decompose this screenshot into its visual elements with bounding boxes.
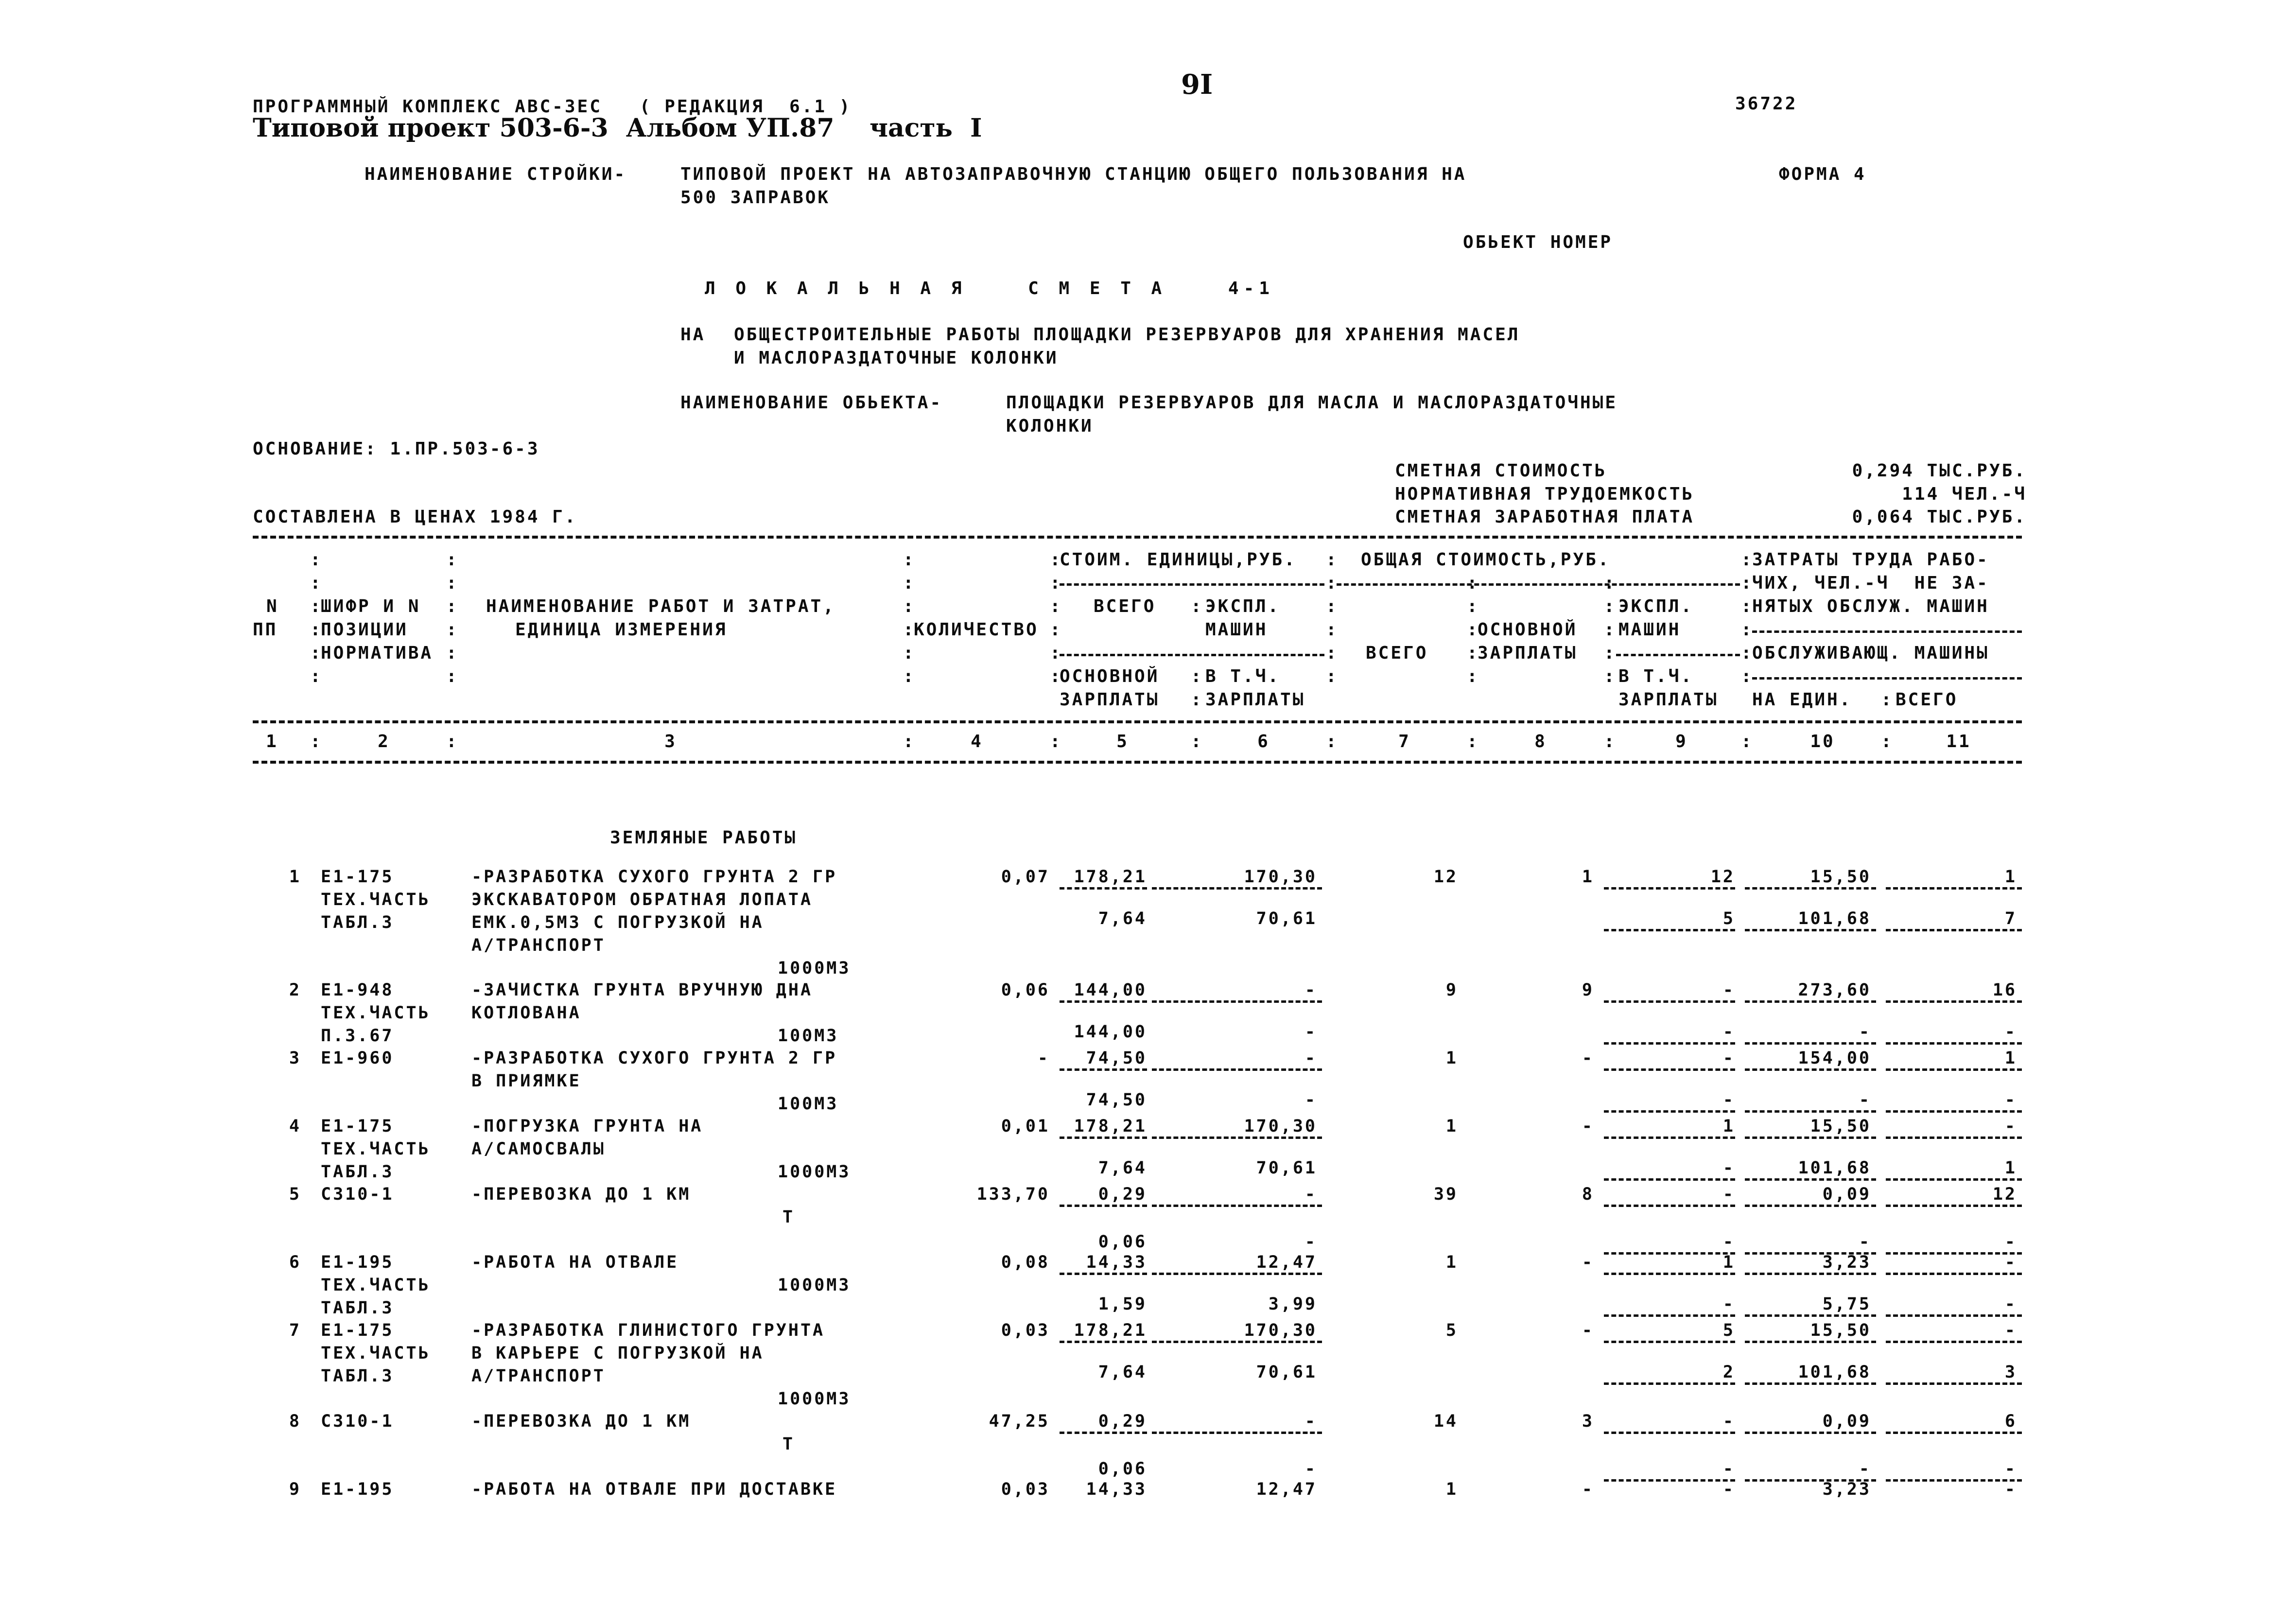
header-c9-bot-2: ЗАРПЛАТЫ: [1618, 690, 1719, 710]
document-code: 36722: [1735, 94, 1798, 114]
row-total-machine: -: [1722, 1185, 1735, 1204]
row-name: КОТЛОВАНА: [471, 1003, 581, 1023]
row-code: ТАБЛ.3: [321, 1162, 394, 1182]
row-rule: [1745, 1000, 1876, 1003]
row-labor-total-2: -: [2004, 1232, 2017, 1252]
page-number: 9I: [1181, 69, 1213, 101]
row-labor-unit-2: 5,75: [1822, 1294, 1871, 1314]
row-unit-machine: -: [1305, 980, 1317, 1000]
row-total: 1: [1445, 1253, 1458, 1272]
row-name: -РАБОТА НА ОТВАЛЕ ПРИ ДОСТАВКЕ: [471, 1480, 837, 1499]
row-quantity: 0,07: [1001, 867, 1050, 887]
row-unit-machine-wage: 3,99: [1268, 1294, 1317, 1314]
row-total-machine: 1: [1722, 1117, 1735, 1136]
header-c10: НА ЕДИН.: [1752, 690, 1852, 710]
colnum-11: 11: [1946, 732, 1971, 752]
row-unit: 1000М3: [778, 1389, 851, 1409]
row-labor-total-2: -: [2004, 1459, 2017, 1479]
row-rule: [1604, 1042, 1735, 1045]
row-rule: [1886, 887, 2022, 890]
row-code: Е1-195: [321, 1480, 394, 1499]
colnum-2: 2: [378, 732, 390, 752]
row-rule: [1886, 1178, 2022, 1181]
row-unit-machine-wage: 70,61: [1256, 909, 1317, 928]
row-rule: [1152, 1068, 1322, 1071]
row-total-machine: 1: [1722, 1253, 1735, 1272]
row-total-machine: -: [1722, 1049, 1735, 1068]
row-unit-total: 178,21: [1074, 867, 1147, 887]
row-total-wage: 3: [1582, 1412, 1594, 1431]
row-rule: [1886, 1205, 2022, 1207]
row-unit-total: 178,21: [1074, 1321, 1147, 1340]
row-unit-wage: 7,64: [1098, 1363, 1147, 1382]
for-label: НА: [680, 325, 706, 345]
row-labor-total: -: [2004, 1321, 2017, 1340]
object-line-1: ПЛОЩАДКИ РЕЗЕРВУАРОВ ДЛЯ МАСЛА И МАСЛОРАЗДАТОЧНЫЕ: [1006, 393, 1618, 413]
row-rule: [1886, 1273, 2022, 1275]
row-code: Е1-175: [321, 1117, 394, 1136]
row-total-wage: -: [1582, 1049, 1594, 1068]
row-quantity: -: [1037, 1049, 1050, 1068]
row-labor-total: -: [2004, 1117, 2017, 1136]
header-code-3: НОРМАТИВА: [321, 643, 434, 663]
row-rule: [1745, 1136, 1876, 1139]
row-total-wage: 9: [1582, 980, 1594, 1000]
row-unit: 100М3: [778, 1094, 839, 1114]
row-labor-unit: 154,00: [1798, 1049, 1871, 1068]
row-total-wage: 8: [1582, 1185, 1594, 1204]
header-c9-top-2: МАШИН: [1618, 620, 1681, 640]
row-code: ТЕХ.ЧАСТЬ: [321, 1003, 431, 1023]
colnum-9: 9: [1675, 732, 1688, 752]
row-total: 1: [1445, 1480, 1458, 1499]
row-rule: [1604, 1110, 1735, 1113]
row-rule: [1745, 1382, 1876, 1385]
row-unit-machine: 170,30: [1244, 1321, 1317, 1340]
row-code: Е1-948: [321, 980, 394, 1000]
row-total: 14: [1433, 1412, 1458, 1431]
row-rule: [1604, 1000, 1735, 1003]
header-n-1: N: [266, 596, 279, 616]
row-number: 1: [289, 867, 301, 887]
header-labor-rule-2: [1752, 677, 2022, 680]
row-code: Е1-960: [321, 1049, 394, 1068]
row-name: -РАЗРАБОТКА ГЛИНИСТОГО ГРУНТА: [471, 1321, 825, 1340]
row-labor-total: 6: [2004, 1412, 2017, 1431]
table-header-rule: [253, 720, 2022, 723]
header-unit-mid-rule: [1060, 654, 1324, 656]
header-labor-4: ОБСЛУЖИВАЮЩ. МАШИНЫ: [1752, 643, 1989, 663]
form-label: ФОРМА 4: [1779, 164, 1866, 184]
row-unit-wage: 1,59: [1098, 1294, 1147, 1314]
row-rule: [1060, 1205, 1147, 1207]
row-unit-machine: -: [1305, 1049, 1317, 1068]
row-quantity: 0,01: [1001, 1117, 1050, 1136]
row-rule: [1604, 1341, 1735, 1343]
row-total-machine: -: [1722, 1480, 1735, 1499]
for-line-1: ОБЩЕСТРОИТЕЛЬНЫЕ РАБОТЫ ПЛОЩАДКИ РЕЗЕРВУАРОВ ДЛЯ ХРАНЕНИЯ МАСЕЛ: [734, 325, 1520, 345]
row-total-machine: -: [1722, 980, 1735, 1000]
row-unit-machine-wage: -: [1305, 1090, 1317, 1110]
row-code: С310-1: [321, 1185, 394, 1204]
header-labor-3: НЯТЫХ ОБСЛУЖ. МАШИН: [1752, 596, 1989, 616]
row-quantity: 47,25: [989, 1412, 1050, 1431]
for-line-2: И МАСЛОРАЗДАТОЧНЫЕ КОЛОНКИ: [734, 348, 1059, 368]
row-code: ТЕХ.ЧАСТЬ: [321, 1344, 431, 1363]
summary-value-cost: 0,294 ТЫС.РУБ.: [1852, 461, 2027, 481]
row-rule: [1604, 1205, 1735, 1207]
row-labor-total: 1: [2004, 1049, 2017, 1068]
row-total-machine-wage: 2: [1722, 1363, 1735, 1382]
row-number: 2: [289, 980, 301, 1000]
project-line: Типовой проект 503-6-3 Альбом УП.87 часть I: [253, 113, 982, 143]
row-rule: [1745, 1178, 1876, 1181]
row-labor-unit: 3,23: [1822, 1253, 1871, 1272]
row-labor-total: 16: [1992, 980, 2017, 1000]
row-unit-total: 14,33: [1086, 1480, 1147, 1499]
row-code: Е1-175: [321, 1321, 394, 1340]
header-code-1: ШИФР И N: [321, 596, 421, 616]
row-number: 8: [289, 1412, 301, 1431]
row-labor-total: -: [2004, 1480, 2017, 1499]
row-rule: [1745, 929, 1876, 931]
row-number: 3: [289, 1049, 301, 1068]
row-unit-machine: 170,30: [1244, 867, 1317, 887]
row-name: -РАБОТА НА ОТВАЛЕ: [471, 1253, 679, 1272]
row-name: -ПОГРУЗКА ГРУНТА НА: [471, 1117, 703, 1136]
row-unit: Т: [783, 1207, 795, 1227]
row-labor-unit-2: -: [1859, 1022, 1871, 1042]
header-code-2: ПОЗИЦИИ: [321, 620, 408, 640]
estimate-title: Л О К А Л Ь Н А Я С М Е Т А 4-1: [705, 279, 1274, 298]
prices-line: СОСТАВЛЕНА В ЦЕНАХ 1984 Г.: [253, 507, 577, 527]
colnum-3: 3: [664, 732, 677, 752]
colnum-4: 4: [971, 732, 983, 752]
row-unit: 100М3: [778, 1026, 839, 1046]
row-rule: [1886, 1000, 2022, 1003]
header-name-1: НАИМЕНОВАНИЕ РАБОТ И ЗАТРАТ,: [486, 596, 835, 616]
row-total: 5: [1445, 1321, 1458, 1340]
row-number: 4: [289, 1117, 301, 1136]
row-rule: [1886, 929, 2022, 931]
header-c6-top-1: ЭКСПЛ.: [1205, 596, 1281, 616]
header-name-2: ЕДИНИЦА ИЗМЕРЕНИЯ: [515, 620, 728, 640]
header-c9-top-1: ЭКСПЛ.: [1618, 596, 1694, 616]
row-labor-unit: 15,50: [1810, 1117, 1871, 1136]
row-rule: [1745, 1314, 1876, 1317]
row-labor-total-2: 1: [2004, 1158, 2017, 1178]
header-c5-top: ВСЕГО: [1094, 596, 1156, 616]
header-labor-1: ЗАТРАТЫ ТРУДА РАБО-: [1752, 550, 1989, 570]
row-unit-wage: 7,64: [1098, 1158, 1147, 1178]
row-unit-wage: 74,50: [1086, 1090, 1147, 1110]
row-name: -ПЕРЕВОЗКА ДО 1 КМ: [471, 1412, 691, 1431]
row-name: А/САМОСВАЛЫ: [471, 1139, 606, 1159]
row-total-wage: 1: [1582, 867, 1594, 887]
row-code: ТЕХ.ЧАСТЬ: [321, 890, 431, 909]
header-c8-2: ЗАРПЛАТЫ: [1478, 643, 1578, 663]
row-name: А/ТРАНСПОРТ: [471, 936, 606, 955]
row-rule: [1060, 1341, 1147, 1343]
row-name: В ПРИЯМКЕ: [471, 1071, 581, 1091]
colnum-8: 8: [1534, 732, 1547, 752]
summary-value-labor: 114 ЧЕЛ.-Ч: [1902, 484, 2027, 504]
row-unit-machine-wage: -: [1305, 1459, 1317, 1479]
header-c6-bot-1: В Т.Ч.: [1205, 666, 1281, 686]
row-unit-machine-wage: -: [1305, 1022, 1317, 1042]
row-rule: [1745, 1341, 1876, 1343]
row-unit-machine-wage: 70,61: [1256, 1363, 1317, 1382]
row-labor-total-2: -: [2004, 1090, 2017, 1110]
row-total: 1: [1445, 1117, 1458, 1136]
row-rule: [1152, 1000, 1322, 1003]
row-rule: [1152, 1432, 1322, 1434]
row-total-machine-wage: -: [1722, 1158, 1735, 1178]
row-total-machine-wage: -: [1722, 1232, 1735, 1252]
row-unit-total: 144,00: [1074, 980, 1147, 1000]
row-name: -РАЗРАБОТКА СУХОГО ГРУНТА 2 ГР: [471, 867, 837, 887]
row-rule: [1745, 1042, 1876, 1045]
row-rule: [1060, 1273, 1147, 1275]
row-rule: [1886, 1110, 2022, 1113]
row-unit-machine: -: [1305, 1412, 1317, 1431]
row-rule: [1886, 1382, 2022, 1385]
row-unit-machine: -: [1305, 1185, 1317, 1204]
row-rule: [1604, 1068, 1735, 1071]
row-total-machine: 12: [1710, 867, 1735, 887]
row-rule: [1886, 1314, 2022, 1317]
summary-value-wage: 0,064 ТЫС.РУБ.: [1852, 507, 2027, 527]
row-number: 5: [289, 1185, 301, 1204]
colnum-1: 1: [266, 732, 278, 752]
row-number: 6: [289, 1253, 301, 1272]
colnum-6: 6: [1257, 732, 1270, 752]
row-rule: [1886, 1432, 2022, 1434]
row-unit: Т: [783, 1434, 795, 1454]
row-total-wage: -: [1582, 1117, 1594, 1136]
row-unit-total: 14,33: [1086, 1253, 1147, 1272]
row-labor-total: -: [2004, 1253, 2017, 1272]
row-code: Е1-195: [321, 1253, 394, 1272]
object-label: НАИМЕНОВАНИЕ ОБЬЕКТА-: [680, 393, 943, 413]
row-rule: [1745, 1068, 1876, 1071]
construction-line-1: ТИПОВОЙ ПРОЕКТ НА АВТОЗАПРАВОЧНУЮ СТАНЦИЮ ОБЩЕГО ПОЛЬЗОВАНИЯ НА: [680, 164, 1467, 184]
row-rule: [1604, 929, 1735, 931]
row-rule: [1060, 1000, 1147, 1003]
row-unit-machine: 12,47: [1256, 1253, 1317, 1272]
row-rule: [1745, 887, 1876, 890]
summary-label-labor: НОРМАТИВНАЯ ТРУДОЕМКОСТЬ: [1395, 484, 1695, 504]
header-c6-bot-2: ЗАРПЛАТЫ: [1205, 690, 1305, 710]
colnum-10: 10: [1810, 732, 1835, 752]
colnum-7: 7: [1398, 732, 1411, 752]
row-labor-total-2: 3: [2004, 1363, 2017, 1382]
header-total-cost: ОБЩАЯ СТОИМОСТЬ,РУБ.: [1361, 550, 1611, 570]
section-title: ЗЕМЛЯНЫЕ РАБОТЫ: [610, 828, 798, 848]
row-unit-wage: 0,06: [1098, 1459, 1147, 1479]
row-unit-machine: 12,47: [1256, 1480, 1317, 1499]
row-total: 12: [1433, 867, 1458, 887]
row-labor-unit-2: -: [1859, 1232, 1871, 1252]
row-labor-unit-2: 101,68: [1798, 1158, 1871, 1178]
row-total-machine-wage: -: [1722, 1294, 1735, 1314]
row-unit-wage: 7,64: [1098, 909, 1147, 928]
row-rule: [1604, 1273, 1735, 1275]
header-c7: ВСЕГО: [1366, 643, 1428, 663]
row-unit-total: 74,50: [1086, 1049, 1147, 1068]
row-rule: [1886, 1068, 2022, 1071]
row-code: ТАБЛ.3: [321, 1298, 394, 1318]
header-quantity: КОЛИЧЕСТВО: [914, 620, 1039, 640]
header-c6-top-2: МАШИН: [1205, 620, 1268, 640]
header-c11: ВСЕГО: [1896, 690, 1958, 710]
row-total-wage: -: [1582, 1321, 1594, 1340]
header-n-2: ПП: [253, 620, 278, 640]
row-rule: [1604, 887, 1735, 890]
row-name: ЕМК.0,5М3 С ПОГРУЗКОЙ НА: [471, 913, 764, 932]
table-numbers-rule: [253, 761, 2022, 764]
header-c9-rule: [1616, 654, 1740, 656]
object-number: ОБЬЕКТ НОМЕР: [1463, 232, 1613, 252]
row-rule: [1060, 1136, 1147, 1139]
header-labor-2: ЧИХ, ЧЕЛ.-Ч НЕ ЗА-: [1752, 573, 1989, 593]
header-unit-cost-rule: [1060, 583, 1324, 586]
header-c5-bot-1: ОСНОВНОЙ: [1060, 666, 1160, 686]
row-labor-unit-2: -: [1859, 1459, 1871, 1479]
row-labor-unit: 0,09: [1822, 1412, 1871, 1431]
row-rule: [1886, 1341, 2022, 1343]
row-rule: [1604, 1178, 1735, 1181]
row-quantity: 0,03: [1001, 1321, 1050, 1340]
header-c8-1: ОСНОВНОЙ: [1478, 620, 1578, 640]
row-code: ТЕХ.ЧАСТЬ: [321, 1139, 431, 1159]
row-unit: 1000М3: [778, 959, 851, 978]
construction-line-2: 500 ЗАПРАВОК: [680, 188, 831, 208]
row-labor-total: 12: [1992, 1185, 2017, 1204]
row-name: -ПЕРЕВОЗКА ДО 1 КМ: [471, 1185, 691, 1204]
row-rule: [1604, 1432, 1735, 1434]
row-name: В КАРЬЕРЕ С ПОГРУЗКОЙ НА: [471, 1344, 764, 1363]
row-labor-unit-2: 101,68: [1798, 1363, 1871, 1382]
construction-label: НАИМЕНОВАНИЕ СТРОЙКИ-: [365, 164, 627, 184]
row-unit-wage: 0,06: [1098, 1232, 1147, 1252]
header-c9-bot-1: В Т.Ч.: [1618, 666, 1694, 686]
row-rule: [1152, 1341, 1322, 1343]
row-number: 7: [289, 1321, 301, 1340]
row-rule: [1060, 1432, 1147, 1434]
row-rule: [1745, 1205, 1876, 1207]
summary-label-wage: СМЕТНАЯ ЗАРАБОТНАЯ ПЛАТА: [1395, 507, 1695, 527]
row-labor-total-2: 7: [2004, 909, 2017, 928]
row-labor-unit: 0,09: [1822, 1185, 1871, 1204]
row-rule: [1604, 1382, 1735, 1385]
row-total-wage: -: [1582, 1253, 1594, 1272]
row-labor-total: 1: [2004, 867, 2017, 887]
header-unit-cost: СТОИМ. ЕДИНИЦЫ,РУБ.: [1060, 550, 1297, 570]
row-total-machine: -: [1722, 1412, 1735, 1431]
row-rule: [1604, 1314, 1735, 1317]
row-labor-unit: 15,50: [1810, 867, 1871, 887]
row-unit-total: 0,29: [1098, 1185, 1147, 1204]
basis-line: ОСНОВАНИЕ: 1.ПР.503-6-3: [253, 439, 540, 459]
row-rule: [1745, 1273, 1876, 1275]
row-rule: [1152, 1273, 1322, 1275]
row-code: С310-1: [321, 1412, 394, 1431]
row-code: Е1-175: [321, 867, 394, 887]
object-line-2: КОЛОНКИ: [1006, 416, 1094, 436]
row-unit: 1000М3: [778, 1162, 851, 1182]
row-total-machine-wage: -: [1722, 1459, 1735, 1479]
row-rule: [1152, 887, 1322, 890]
row-name: -ЗАЧИСТКА ГРУНТА ВРУЧНУЮ ДНА: [471, 980, 813, 1000]
row-code: ТАБЛ.3: [321, 1366, 394, 1386]
row-unit-machine-wage: -: [1305, 1232, 1317, 1252]
row-quantity: 0,03: [1001, 1480, 1050, 1499]
row-rule: [1886, 1136, 2022, 1139]
row-unit-machine-wage: 70,61: [1256, 1158, 1317, 1178]
row-rule: [1886, 1042, 2022, 1045]
row-unit-wage: 144,00: [1074, 1022, 1147, 1042]
row-total-wage: -: [1582, 1480, 1594, 1499]
row-labor-unit: 3,23: [1822, 1480, 1871, 1499]
row-total: 9: [1445, 980, 1458, 1000]
program-line: ПРОГРАММНЫЙ КОМПЛЕКС АВС-ЗЕС ( РЕДАКЦИЯ 6.1 ): [253, 97, 852, 117]
row-name: А/ТРАНСПОРТ: [471, 1366, 606, 1386]
row-total: 39: [1433, 1185, 1458, 1204]
row-total-machine-wage: 5: [1722, 909, 1735, 928]
row-code: ТЕХ.ЧАСТЬ: [321, 1276, 431, 1295]
row-code: П.3.67: [321, 1026, 394, 1046]
row-labor-total-2: -: [2004, 1294, 2017, 1314]
row-total-machine-wage: -: [1722, 1090, 1735, 1110]
row-total-machine-wage: -: [1722, 1022, 1735, 1042]
row-labor-unit: 15,50: [1810, 1321, 1871, 1340]
row-rule: [1745, 1432, 1876, 1434]
table-top-rule: [253, 536, 2022, 539]
row-rule: [1152, 1205, 1322, 1207]
row-rule: [1060, 1068, 1147, 1071]
row-rule: [1152, 1136, 1322, 1139]
row-unit-total: 178,21: [1074, 1117, 1147, 1136]
row-number: 9: [289, 1480, 301, 1499]
colnum-5: 5: [1116, 732, 1129, 752]
row-labor-unit-2: 101,68: [1798, 909, 1871, 928]
row-total-machine: 5: [1722, 1321, 1735, 1340]
row-labor-unit: 273,60: [1798, 980, 1871, 1000]
summary-label-cost: СМЕТНАЯ СТОИМОСТЬ: [1395, 461, 1607, 481]
header-labor-rule-1: [1752, 630, 2022, 633]
header-c5-bot-2: ЗАРПЛАТЫ: [1060, 690, 1160, 710]
header-total-cost-rule: [1337, 583, 1740, 586]
row-labor-unit-2: -: [1859, 1090, 1871, 1110]
row-labor-total-2: -: [2004, 1022, 2017, 1042]
row-total: 1: [1445, 1049, 1458, 1068]
row-quantity: 0,06: [1001, 980, 1050, 1000]
row-quantity: 0,08: [1001, 1253, 1050, 1272]
row-unit: 1000М3: [778, 1276, 851, 1295]
row-unit-machine: 170,30: [1244, 1117, 1317, 1136]
row-rule: [1604, 1136, 1735, 1139]
row-rule: [1745, 1110, 1876, 1113]
row-code: ТАБЛ.3: [321, 913, 394, 932]
row-rule: [1060, 887, 1147, 890]
row-unit-total: 0,29: [1098, 1412, 1147, 1431]
row-name: -РАЗРАБОТКА СУХОГО ГРУНТА 2 ГР: [471, 1049, 837, 1068]
row-quantity: 133,70: [976, 1185, 1050, 1204]
row-name: ЭКСКАВАТОРОМ ОБРАТНАЯ ЛОПАТА: [471, 890, 813, 909]
